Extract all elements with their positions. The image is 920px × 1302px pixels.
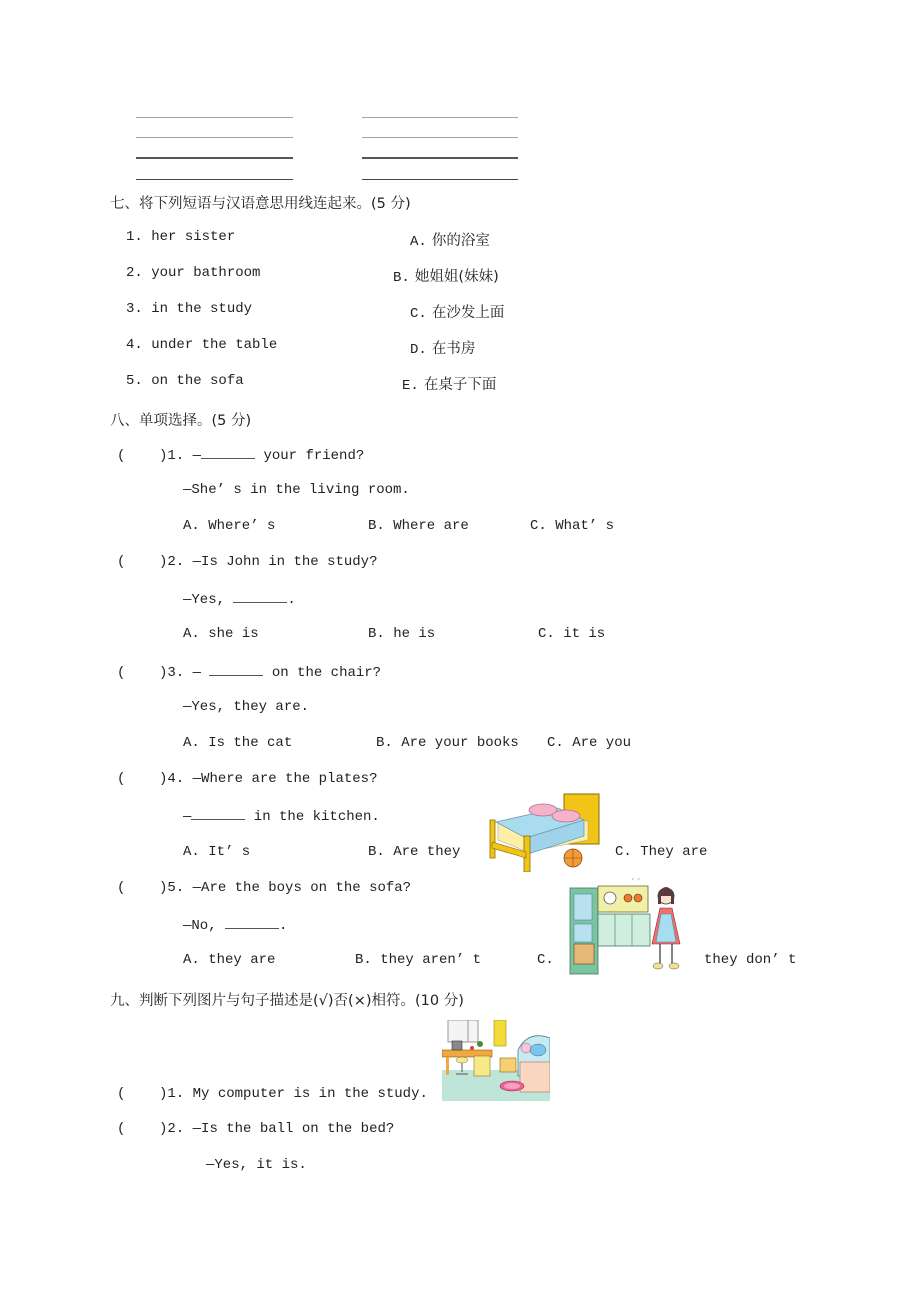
question-text: —Is the ball on the bed?	[192, 1121, 395, 1137]
answer-line[interactable]	[362, 157, 518, 159]
meaning-letter: D.	[410, 342, 427, 358]
question-text: —Where are the plates?	[192, 771, 378, 787]
bedroom-with-desk-computer-illustration	[442, 1020, 550, 1101]
girl-cooking-in-kitchen-illustration	[566, 878, 694, 976]
answer-line[interactable]	[362, 179, 518, 180]
answer-line[interactable]	[136, 137, 293, 138]
option-b[interactable]: B. Are your books	[376, 735, 519, 751]
answer-bracket[interactable]: ( )	[117, 665, 168, 681]
answer-prefix: —	[183, 809, 192, 825]
meaning-letter: A.	[410, 234, 427, 250]
phrase-text: in the study	[151, 301, 253, 317]
meaning-item	[393, 265, 499, 286]
phrase-item	[126, 265, 260, 281]
answer-suffix: .	[287, 592, 296, 608]
answer-bracket[interactable]: ( )	[117, 880, 168, 896]
option-b[interactable]: B. he is	[368, 626, 436, 642]
meaning-item	[410, 229, 490, 250]
option-a[interactable]: A. Where’ s	[183, 518, 276, 534]
meaning-item	[410, 337, 475, 358]
phrase-number: 5.	[126, 373, 143, 389]
answer-suffix: in the kitchen.	[245, 809, 380, 825]
question-number: 2.	[167, 554, 185, 570]
phrase-text: her sister	[151, 229, 236, 245]
bed-with-basketball-illustration	[488, 792, 604, 872]
judge-question-2	[117, 1121, 394, 1137]
question-number: 4.	[167, 771, 185, 787]
question-number: 5.	[167, 880, 185, 896]
answer-line-text: —Yes, they are.	[183, 699, 310, 715]
answer-line[interactable]	[136, 179, 293, 180]
answer-prefix: —No,	[183, 918, 226, 934]
question-5	[117, 880, 411, 896]
question-text: —Is John in the study?	[192, 554, 378, 570]
fill-blank[interactable]	[201, 446, 255, 459]
phrase-text: under the table	[151, 337, 278, 353]
answer-prefix: —Yes,	[183, 592, 234, 608]
phrase-item	[126, 337, 277, 353]
option-c[interactable]: C. They are	[615, 844, 708, 860]
section9-title: 九、判断下列图片与句子描述是(√)否(×)相符。(10 分)	[110, 993, 464, 1009]
question-text: on the chair?	[263, 665, 382, 681]
option-b[interactable]: B. Are they	[368, 844, 461, 860]
question-4	[117, 771, 377, 787]
meaning-text: 在桌子下面	[423, 377, 497, 393]
meaning-item	[410, 301, 504, 322]
question-2	[117, 554, 377, 570]
fill-blank[interactable]	[233, 590, 287, 603]
answer-line-text: —She’ s in the living room.	[183, 482, 410, 498]
answer-bracket[interactable]: ( )	[117, 771, 168, 787]
option-a[interactable]: A. It’ s	[183, 844, 251, 860]
answer-line[interactable]	[362, 117, 518, 118]
phrase-text: your bathroom	[151, 265, 261, 281]
option-a[interactable]: A. they are	[183, 952, 276, 968]
answer-bracket[interactable]: ( )	[117, 554, 168, 570]
meaning-letter: E.	[402, 378, 419, 394]
question-3	[117, 663, 381, 681]
question-text: My computer is in the study.	[192, 1086, 428, 1102]
fill-blank[interactable]	[209, 663, 263, 676]
answer-bracket[interactable]: ( )	[117, 448, 168, 464]
option-a[interactable]: A. she is	[183, 626, 259, 642]
fill-blank[interactable]	[191, 807, 245, 820]
question-number: 2.	[167, 1121, 185, 1137]
meaning-letter: B.	[393, 270, 410, 286]
section7-title: 七、将下列短语与汉语意思用线连起来。(5 分)	[110, 196, 411, 212]
answer-line-text	[183, 807, 380, 825]
meaning-item	[402, 373, 496, 394]
phrase-item	[126, 301, 252, 317]
option-b[interactable]: B. they aren’ t	[355, 952, 482, 968]
question-text: —Are the boys on the sofa?	[192, 880, 412, 896]
phrase-number: 3.	[126, 301, 143, 317]
answer-line[interactable]	[136, 157, 293, 159]
question-number: 3.	[167, 665, 185, 681]
answer-line-text	[183, 590, 296, 608]
option-c[interactable]: C. it is	[538, 626, 606, 642]
option-a[interactable]: A. Is the cat	[183, 735, 293, 751]
meaning-text: 她姐姐(妹妹)	[414, 269, 499, 285]
option-c-text[interactable]: they don’ t	[704, 952, 797, 968]
phrase-number: 1.	[126, 229, 143, 245]
question-number: 1.	[167, 448, 185, 464]
judge-question-1	[117, 1086, 428, 1102]
option-c[interactable]: C.	[537, 952, 554, 968]
option-c[interactable]: C. What’ s	[530, 518, 615, 534]
answer-suffix: .	[279, 918, 288, 934]
dash: —	[192, 665, 210, 681]
question-text: your friend?	[255, 448, 365, 464]
meaning-text: 在书房	[431, 341, 476, 357]
option-b[interactable]: B. Where are	[368, 518, 469, 534]
phrase-number: 2.	[126, 265, 143, 281]
section8-title: 八、单项选择。(5 分)	[110, 413, 252, 429]
answer-line[interactable]	[362, 137, 518, 138]
phrase-item	[126, 229, 235, 245]
meaning-text: 在沙发上面	[431, 305, 505, 321]
phrase-text: on the sofa	[151, 373, 244, 389]
answer-line[interactable]	[136, 117, 293, 118]
answer-bracket[interactable]: ( )	[117, 1121, 168, 1137]
option-c[interactable]: C. Are you	[547, 735, 632, 751]
answer-bracket[interactable]: ( )	[117, 1086, 168, 1102]
question-number: 1.	[167, 1086, 185, 1102]
answer-line-text	[183, 916, 287, 934]
dash: —	[192, 448, 202, 464]
question-1	[117, 446, 364, 464]
phrase-number: 4.	[126, 337, 143, 353]
meaning-text: 你的浴室	[431, 233, 490, 249]
fill-blank[interactable]	[225, 916, 279, 929]
phrase-item	[126, 373, 244, 389]
answer-line-text: —Yes, it is.	[206, 1157, 307, 1173]
meaning-letter: C.	[410, 306, 427, 322]
